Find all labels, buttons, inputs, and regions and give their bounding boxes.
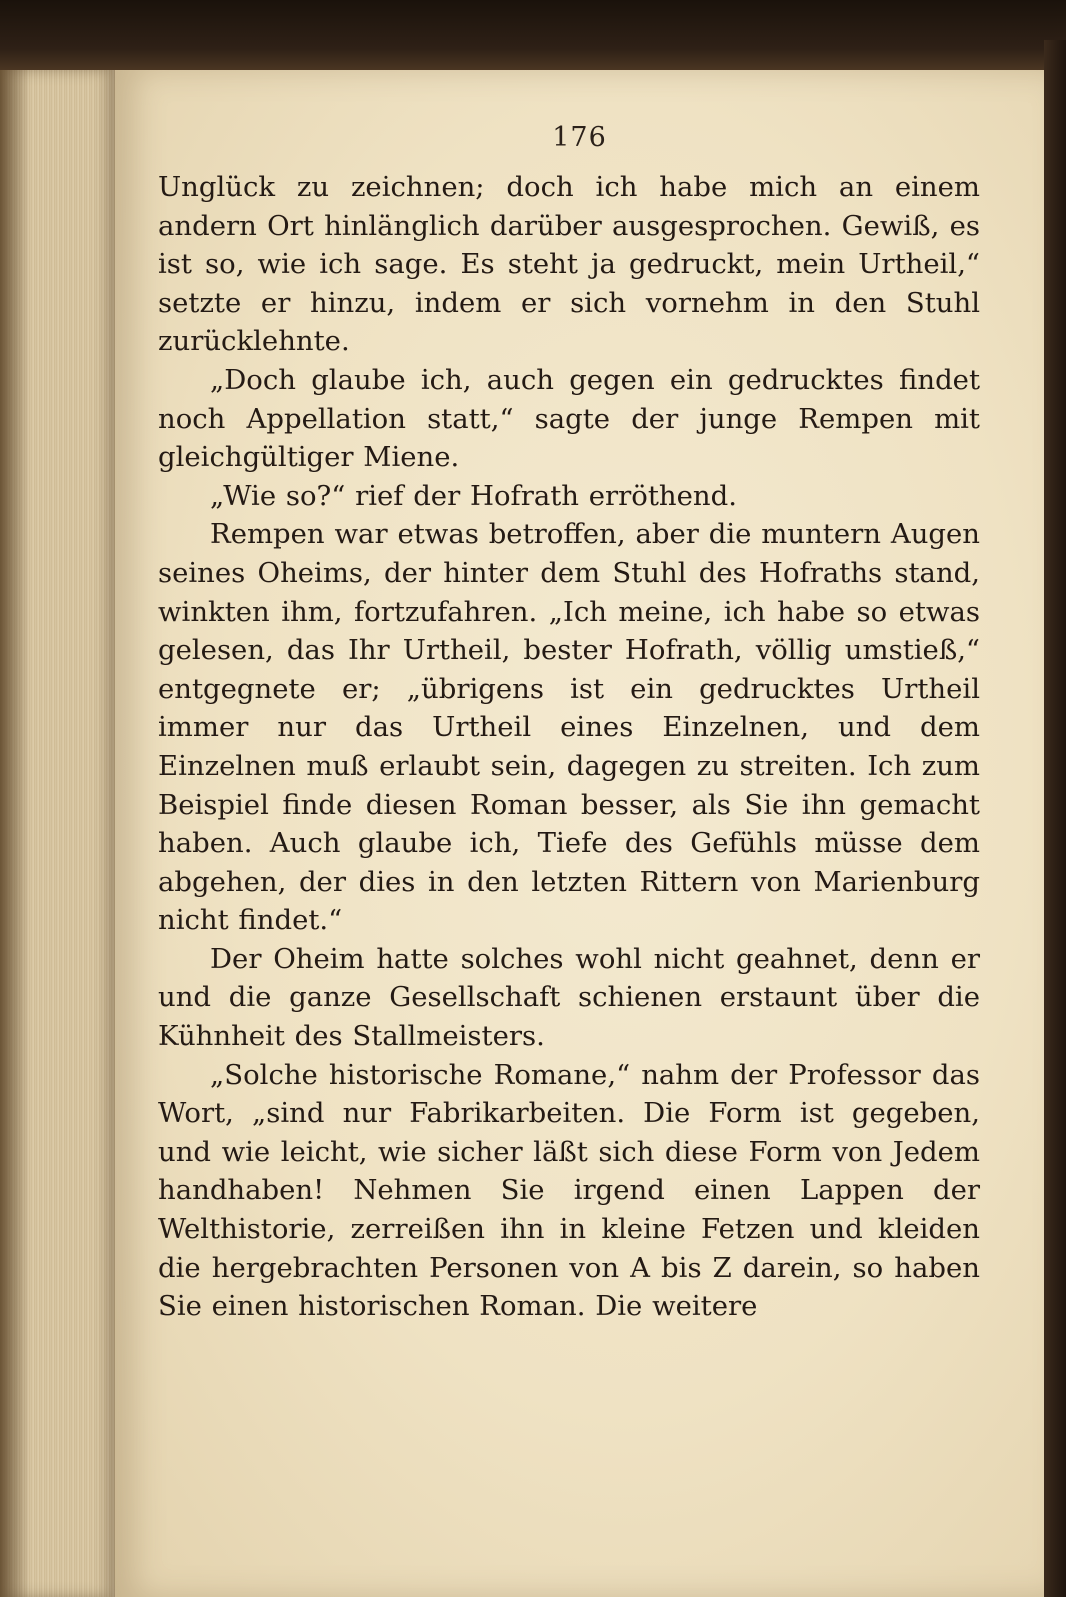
paragraph: Der Oheim hatte solches wohl nicht geahnet, denn er und die ganze Gesellschaft schienen erstaunt über die Kühnheit des Stallmeisters.: [158, 942, 980, 1053]
paragraph: „Doch glaube ich, auch gegen ein gedrucktes findet noch Appellation statt,“ sagte der junge Rempen mit gleichgültiger Miene.: [158, 363, 980, 474]
dark-background-top: [0, 0, 1066, 70]
paragraph: Rempen war etwas betroffen, aber die muntern Augen seines Oheims, der hinter dem Stuhl des Hofraths stand, winkten ihm, fortzufahren. „Ich meine, ich habe so etwas gelesen, das Ihr Urtheil, bester Hofrath, völlig umstieß,“ entgegnete er; „übrigens ist ein gedrucktes Urtheil immer nur das Urtheil eines Einzelnen, und dem Einzelnen muß erlaubt sein, dagegen zu streiten. Ich zum Beispiel finde diesen Roman besser, als Sie ihn gemacht haben. Auch glaube ich, Tiefe des Gefühls müsse dem abgehen, der dies in den letzten Rittern von Marienburg nicht findet.“: [158, 518, 980, 937]
book-cover-edge: [1044, 40, 1066, 1597]
body-text: [158, 168, 980, 1326]
page-number: 176: [552, 122, 607, 153]
paragraph: „Wie so?“ rief der Hofrath erröthend.: [210, 479, 737, 512]
paragraph: Unglück zu zeichnen; doch ich habe mich an einem andern Ort hinlänglich darüber ausgesprochen. Gewiß, es ist so, wie ich sage. Es steht ja gedruckt, mein Urtheil,“ setzte er hinzu, indem er sich vornehm in den Stuhl zurücklehnte.: [158, 171, 980, 358]
paragraph: „Solche historische Romane,“ nahm der Professor das Wort, „sind nur Fabrikarbeiten. Die Form ist gegeben, und wie leicht, wie sicher läßt sich diese Form von Jedem handhaben! Nehmen Sie irgend einen Lappen der Welthistorie, zerreißen ihn in kleine Fetzen und kleiden die hergebrachten Personen von A bis Z darein, so haben Sie einen historischen Roman. Die weitere: [158, 1058, 980, 1323]
page-stack-edge: [0, 70, 115, 1597]
